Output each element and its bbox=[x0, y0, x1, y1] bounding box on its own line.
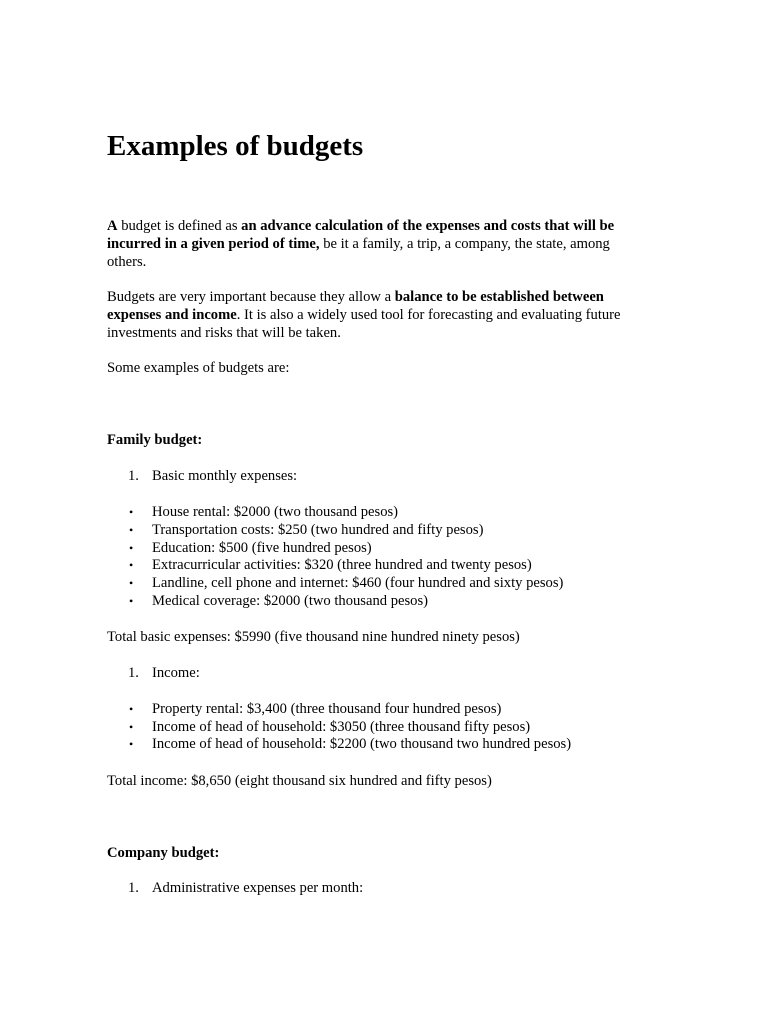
bullet-icon: • bbox=[129, 505, 134, 519]
total-income-line: Total income: $8,650 (eight thousand six hundred and fifty pesos) bbox=[107, 773, 492, 789]
intro-bold-balance: balance to be established between expenses and income bbox=[107, 289, 604, 323]
bullet-icon: • bbox=[129, 523, 134, 537]
intro-text: budget is defined as bbox=[117, 218, 242, 234]
list-item-text: Extracurricular activities: $320 (three hundred and twenty pesos) bbox=[152, 557, 532, 573]
intro-paragraph-definition bbox=[107, 218, 637, 271]
list-item-text: Income of head of household: $3050 (three thousand fifty pesos) bbox=[152, 719, 531, 735]
bullet-icon: • bbox=[129, 576, 134, 590]
bullet-icon: • bbox=[129, 737, 134, 751]
list-number: 1. bbox=[128, 468, 139, 484]
family-budget-heading: Family budget: bbox=[107, 432, 203, 448]
bullet-icon: • bbox=[129, 720, 134, 734]
list-number: 1. bbox=[128, 665, 139, 681]
intro-text: . It is also a widely used tool for forecasting and evaluating future investments and risks that will be taken. bbox=[107, 306, 621, 341]
list-item-label: Basic monthly expenses: bbox=[152, 468, 298, 484]
intro-text: be it a family, a trip, a company, the state, among others. bbox=[107, 235, 610, 270]
list-item-text: Landline, cell phone and internet: $460 (four hundred and sixty pesos) bbox=[152, 575, 564, 591]
list-item-text: Property rental: $3,400 (three thousand four hundred pesos) bbox=[152, 701, 502, 717]
intro-paragraph-importance bbox=[107, 289, 637, 342]
total-expenses-line: Total basic expenses: $5990 (five thousand nine hundred ninety pesos) bbox=[107, 629, 520, 645]
bullet-icon: • bbox=[129, 702, 134, 716]
list-number: 1. bbox=[128, 880, 139, 896]
list-item-label: Income: bbox=[152, 665, 200, 681]
list-item-text: Education: $500 (five hundred pesos) bbox=[152, 540, 372, 556]
list-item-text: House rental: $2000 (two thousand pesos) bbox=[152, 504, 399, 520]
bullet-icon: • bbox=[129, 541, 134, 555]
intro-bold-a: A bbox=[107, 218, 118, 234]
list-item-label: Administrative expenses per month: bbox=[152, 880, 364, 896]
list-item-text: Medical coverage: $2000 (two thousand pesos) bbox=[152, 593, 428, 609]
intro-bold-definition: an advance calculation of the expenses and costs that will be incurred in a given period of time, bbox=[107, 218, 615, 252]
list-item-text: Transportation costs: $250 (two hundred and fifty pesos) bbox=[152, 522, 484, 538]
company-budget-heading: Company budget: bbox=[107, 845, 220, 861]
page-title: Examples of budgets bbox=[107, 130, 364, 162]
bullet-icon: • bbox=[129, 594, 134, 608]
bullet-icon: • bbox=[129, 558, 134, 572]
examples-intro-line: Some examples of budgets are: bbox=[107, 360, 290, 376]
list-item-text: Income of head of household: $2200 (two thousand two hundred pesos) bbox=[152, 736, 572, 752]
intro-text: Budgets are very important because they allow a bbox=[107, 289, 395, 305]
